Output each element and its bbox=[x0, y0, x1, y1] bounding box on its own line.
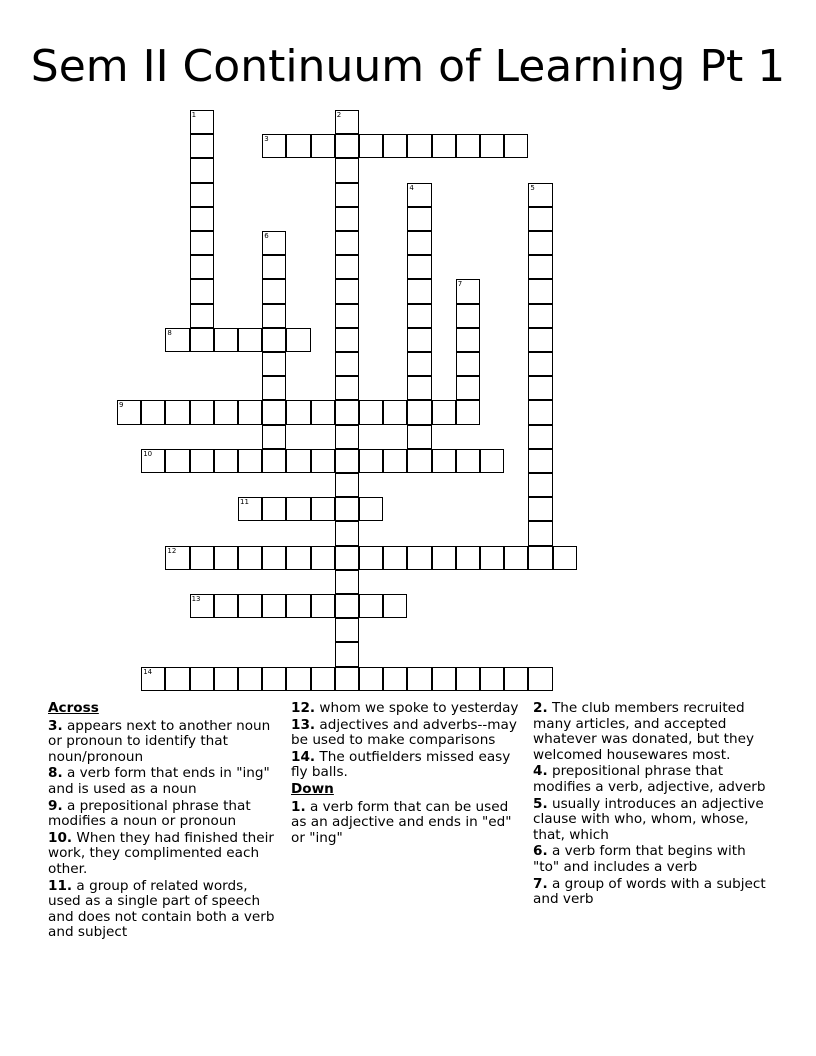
grid-cell[interactable] bbox=[359, 497, 383, 521]
grid-cell[interactable] bbox=[528, 328, 552, 352]
grid-cell[interactable] bbox=[141, 400, 165, 424]
grid-cell[interactable] bbox=[504, 667, 528, 691]
grid-cell[interactable] bbox=[262, 667, 286, 691]
clue-down-7: 7. a group of words with a subject and verb bbox=[533, 875, 766, 908]
grid-cell[interactable] bbox=[286, 497, 310, 521]
clue-number: 11 bbox=[240, 498, 249, 507]
grid-cell[interactable] bbox=[238, 594, 262, 618]
grid-cell[interactable] bbox=[190, 594, 214, 618]
grid-cell[interactable] bbox=[190, 304, 214, 328]
grid-cell[interactable] bbox=[262, 352, 286, 376]
grid-cell[interactable] bbox=[286, 667, 310, 691]
grid-cell[interactable] bbox=[383, 546, 407, 570]
grid-cell[interactable] bbox=[165, 546, 189, 570]
grid-cell[interactable] bbox=[528, 255, 552, 279]
grid-cell[interactable] bbox=[335, 642, 359, 666]
grid-cell[interactable] bbox=[190, 134, 214, 158]
grid-cell[interactable] bbox=[480, 546, 504, 570]
grid-cell[interactable] bbox=[504, 134, 528, 158]
clue-number: 1 bbox=[191, 111, 197, 119]
grid-cell[interactable] bbox=[528, 497, 552, 521]
grid-cell[interactable] bbox=[262, 376, 286, 400]
grid-cell[interactable] bbox=[262, 425, 286, 449]
grid-cell[interactable] bbox=[456, 376, 480, 400]
grid-cell[interactable] bbox=[117, 400, 141, 424]
down-heading: Down bbox=[291, 780, 334, 797]
grid-cell[interactable] bbox=[190, 231, 214, 255]
grid-cell[interactable] bbox=[456, 352, 480, 376]
grid-cell[interactable] bbox=[238, 400, 262, 424]
grid-cell[interactable] bbox=[407, 546, 431, 570]
grid-cell[interactable] bbox=[480, 134, 504, 158]
grid-cell[interactable] bbox=[407, 279, 431, 303]
grid-cell[interactable] bbox=[528, 473, 552, 497]
grid-cell[interactable] bbox=[407, 255, 431, 279]
grid-cell[interactable] bbox=[335, 110, 359, 134]
grid-cell[interactable] bbox=[407, 376, 431, 400]
grid-cell[interactable] bbox=[407, 400, 431, 424]
grid-cell[interactable] bbox=[262, 304, 286, 328]
grid-cell[interactable] bbox=[432, 546, 456, 570]
grid-cell[interactable] bbox=[335, 231, 359, 255]
grid-cell[interactable] bbox=[359, 546, 383, 570]
clues-column-1 bbox=[48, 701, 284, 942]
clue-across-14: 14. The outfielders missed easy fly balls. bbox=[291, 748, 511, 781]
grid-cell[interactable] bbox=[335, 304, 359, 328]
grid-cell[interactable] bbox=[407, 449, 431, 473]
grid-cell[interactable] bbox=[528, 521, 552, 545]
grid-cell[interactable] bbox=[190, 255, 214, 279]
grid-cell[interactable] bbox=[553, 546, 577, 570]
grid-cell[interactable] bbox=[335, 521, 359, 545]
clue-across-3: 3. appears next to another noun or pronoun to identify that noun/pronoun bbox=[48, 717, 271, 765]
grid-cell[interactable] bbox=[407, 231, 431, 255]
grid-cell[interactable] bbox=[407, 183, 431, 207]
grid-cell[interactable] bbox=[141, 667, 165, 691]
grid-cell[interactable] bbox=[528, 449, 552, 473]
grid-cell[interactable] bbox=[238, 667, 262, 691]
grid-cell[interactable] bbox=[456, 667, 480, 691]
clue-number: 13 bbox=[191, 595, 201, 603]
grid-cell[interactable] bbox=[528, 425, 552, 449]
grid-cell[interactable] bbox=[383, 594, 407, 618]
clue-number: 9 bbox=[119, 401, 124, 410]
clue-number: 14 bbox=[143, 667, 153, 676]
grid-cell[interactable] bbox=[311, 400, 335, 424]
grid-cell[interactable] bbox=[407, 425, 431, 449]
grid-cell[interactable] bbox=[238, 449, 262, 473]
grid-cell[interactable] bbox=[190, 328, 214, 352]
across-heading: Across bbox=[48, 700, 99, 716]
grid-cell[interactable] bbox=[262, 594, 286, 618]
grid-cell[interactable] bbox=[190, 158, 214, 182]
clue-across-12: 12. whom we spoke to yesterday bbox=[291, 700, 519, 716]
grid-cell[interactable] bbox=[262, 546, 286, 570]
grid-cell[interactable] bbox=[407, 328, 431, 352]
grid-cell[interactable] bbox=[311, 594, 335, 618]
grid-cell[interactable] bbox=[262, 231, 286, 255]
grid-cell[interactable] bbox=[383, 134, 407, 158]
grid-cell[interactable] bbox=[190, 449, 214, 473]
grid-cell[interactable] bbox=[480, 667, 504, 691]
grid-cell[interactable] bbox=[214, 546, 238, 570]
clue-number: 2 bbox=[336, 111, 342, 119]
grid-cell[interactable] bbox=[214, 594, 238, 618]
grid-cell[interactable] bbox=[190, 110, 214, 134]
grid-cell[interactable] bbox=[432, 449, 456, 473]
grid-cell[interactable] bbox=[359, 594, 383, 618]
clue-number: 10 bbox=[143, 449, 153, 458]
grid-cell[interactable] bbox=[335, 207, 359, 231]
grid-cell[interactable] bbox=[335, 497, 359, 521]
grid-cell[interactable] bbox=[311, 449, 335, 473]
grid-cell[interactable] bbox=[165, 667, 189, 691]
grid-cell[interactable] bbox=[190, 183, 214, 207]
grid-cell[interactable] bbox=[432, 400, 456, 424]
grid-cell[interactable] bbox=[214, 449, 238, 473]
grid-cell[interactable] bbox=[407, 667, 431, 691]
grid-cell[interactable] bbox=[383, 667, 407, 691]
grid-cell[interactable] bbox=[528, 667, 552, 691]
grid-cell[interactable] bbox=[335, 546, 359, 570]
clue-down-4: 4. prepositional phrase that modifies a verb, adjective, adverb bbox=[533, 763, 766, 795]
grid-cell[interactable] bbox=[238, 328, 262, 352]
clue-number: 5 bbox=[530, 183, 535, 192]
grid-cell[interactable] bbox=[407, 352, 431, 376]
clue-down-1: 1. a verb form that can be used as an adjective and ends in "ed" or "ing" bbox=[291, 798, 512, 846]
grid-cell[interactable] bbox=[504, 546, 528, 570]
page-title: Sem II Continuum of Learning Pt 1 bbox=[30, 41, 786, 92]
grid-cell[interactable] bbox=[286, 134, 310, 158]
clue-across-13: 13. adjectives and adverbs--may be used to make comparisons bbox=[291, 716, 517, 749]
clue-number: 6 bbox=[264, 232, 269, 240]
grid-cell[interactable] bbox=[238, 497, 262, 521]
grid-cell[interactable] bbox=[190, 279, 214, 303]
grid-cell[interactable] bbox=[456, 304, 480, 328]
grid-cell[interactable] bbox=[335, 594, 359, 618]
grid-cell[interactable] bbox=[335, 158, 359, 182]
grid-cell[interactable] bbox=[456, 328, 480, 352]
grid-cell[interactable] bbox=[335, 352, 359, 376]
grid-cell[interactable] bbox=[262, 255, 286, 279]
grid-cell[interactable] bbox=[335, 183, 359, 207]
grid-cell[interactable] bbox=[190, 546, 214, 570]
clue-down-6: 6. a verb form that begins with "to" and includes a verb bbox=[533, 843, 746, 875]
clue-across-11: 11. a group of related words, used as a single part of speech and does not contain both a verb and subject bbox=[48, 877, 275, 941]
grid-cell[interactable] bbox=[456, 400, 480, 424]
grid-cell[interactable] bbox=[335, 376, 359, 400]
grid-cell[interactable] bbox=[286, 449, 310, 473]
clue-across-10: 10. When they had finished their work, they complimented each other. bbox=[48, 829, 274, 877]
grid-cell[interactable] bbox=[190, 400, 214, 424]
grid-cell[interactable] bbox=[335, 255, 359, 279]
grid-cell[interactable] bbox=[335, 425, 359, 449]
grid-cell[interactable] bbox=[311, 546, 335, 570]
clue-number: 7 bbox=[457, 280, 463, 289]
grid-cell[interactable] bbox=[165, 400, 189, 424]
clue-number: 3 bbox=[264, 135, 269, 144]
grid-cell[interactable] bbox=[432, 134, 456, 158]
grid-cell[interactable] bbox=[286, 546, 310, 570]
grid-cell[interactable] bbox=[359, 449, 383, 473]
clues-column-3 bbox=[533, 701, 769, 909]
grid-cell[interactable] bbox=[383, 400, 407, 424]
clue-down-2: 2. The club members recruited many articles, and accepted whatever was donated, but they welcomed housewares most. bbox=[533, 700, 755, 763]
grid-cell[interactable] bbox=[528, 352, 552, 376]
grid-cell[interactable] bbox=[456, 134, 480, 158]
grid-cell[interactable] bbox=[335, 279, 359, 303]
grid-cell[interactable] bbox=[214, 328, 238, 352]
grid-cell[interactable] bbox=[311, 667, 335, 691]
clue-across-9: 9. a prepositional phrase that modifies a noun or pronoun bbox=[48, 797, 251, 830]
grid-cell[interactable] bbox=[432, 667, 456, 691]
grid-cell[interactable] bbox=[165, 449, 189, 473]
grid-cell[interactable] bbox=[165, 328, 189, 352]
clue-number: 12 bbox=[167, 546, 177, 555]
grid-cell[interactable] bbox=[262, 400, 286, 424]
grid-cell[interactable] bbox=[407, 304, 431, 328]
grid-cell[interactable] bbox=[262, 134, 286, 158]
grid-cell[interactable] bbox=[262, 328, 286, 352]
grid-cell[interactable] bbox=[141, 449, 165, 473]
grid-cell[interactable] bbox=[335, 667, 359, 691]
grid-cell[interactable] bbox=[262, 279, 286, 303]
clue-down-5: 5. usually introduces an adjective clause with who, whom, whose, that, which bbox=[533, 795, 764, 843]
grid-cell[interactable] bbox=[335, 449, 359, 473]
grid-cell[interactable] bbox=[359, 134, 383, 158]
grid-cell[interactable] bbox=[262, 449, 286, 473]
grid-cell[interactable] bbox=[335, 570, 359, 594]
grid-cell[interactable] bbox=[335, 473, 359, 497]
grid-cell[interactable] bbox=[335, 618, 359, 642]
grid-cell[interactable] bbox=[190, 667, 214, 691]
clue-number: 8 bbox=[167, 328, 172, 337]
grid-cell[interactable] bbox=[528, 231, 552, 255]
grid-cell[interactable] bbox=[407, 207, 431, 231]
grid-cell[interactable] bbox=[528, 207, 552, 231]
grid-cell[interactable] bbox=[286, 328, 310, 352]
clues-column-2 bbox=[291, 701, 527, 847]
grid-cell[interactable] bbox=[528, 304, 552, 328]
grid-cell[interactable] bbox=[214, 667, 238, 691]
grid-cell[interactable] bbox=[335, 328, 359, 352]
grid-cell[interactable] bbox=[528, 400, 552, 424]
grid-cell[interactable] bbox=[286, 594, 310, 618]
grid-cell[interactable] bbox=[456, 449, 480, 473]
grid-cell[interactable] bbox=[528, 183, 552, 207]
grid-cell[interactable] bbox=[528, 279, 552, 303]
grid-cell[interactable] bbox=[262, 497, 286, 521]
grid-cell[interactable] bbox=[311, 497, 335, 521]
grid-cell[interactable] bbox=[359, 400, 383, 424]
grid-cell[interactable] bbox=[528, 376, 552, 400]
grid-cell[interactable] bbox=[311, 134, 335, 158]
grid-cell[interactable] bbox=[359, 667, 383, 691]
grid-cell[interactable] bbox=[407, 134, 431, 158]
grid-cell[interactable] bbox=[528, 546, 552, 570]
grid-cell[interactable] bbox=[335, 134, 359, 158]
clue-across-8: 8. a verb form that ends in "ing" and is used as a noun bbox=[48, 765, 270, 797]
grid-cell[interactable] bbox=[480, 449, 504, 473]
grid-cell[interactable] bbox=[456, 279, 480, 303]
grid-cell[interactable] bbox=[190, 207, 214, 231]
grid-cell[interactable] bbox=[456, 546, 480, 570]
grid-cell[interactable] bbox=[383, 449, 407, 473]
grid-cell[interactable] bbox=[335, 400, 359, 424]
grid-cell[interactable] bbox=[214, 400, 238, 424]
grid-cell[interactable] bbox=[286, 400, 310, 424]
grid-cell[interactable] bbox=[238, 546, 262, 570]
clue-number: 4 bbox=[409, 183, 414, 192]
